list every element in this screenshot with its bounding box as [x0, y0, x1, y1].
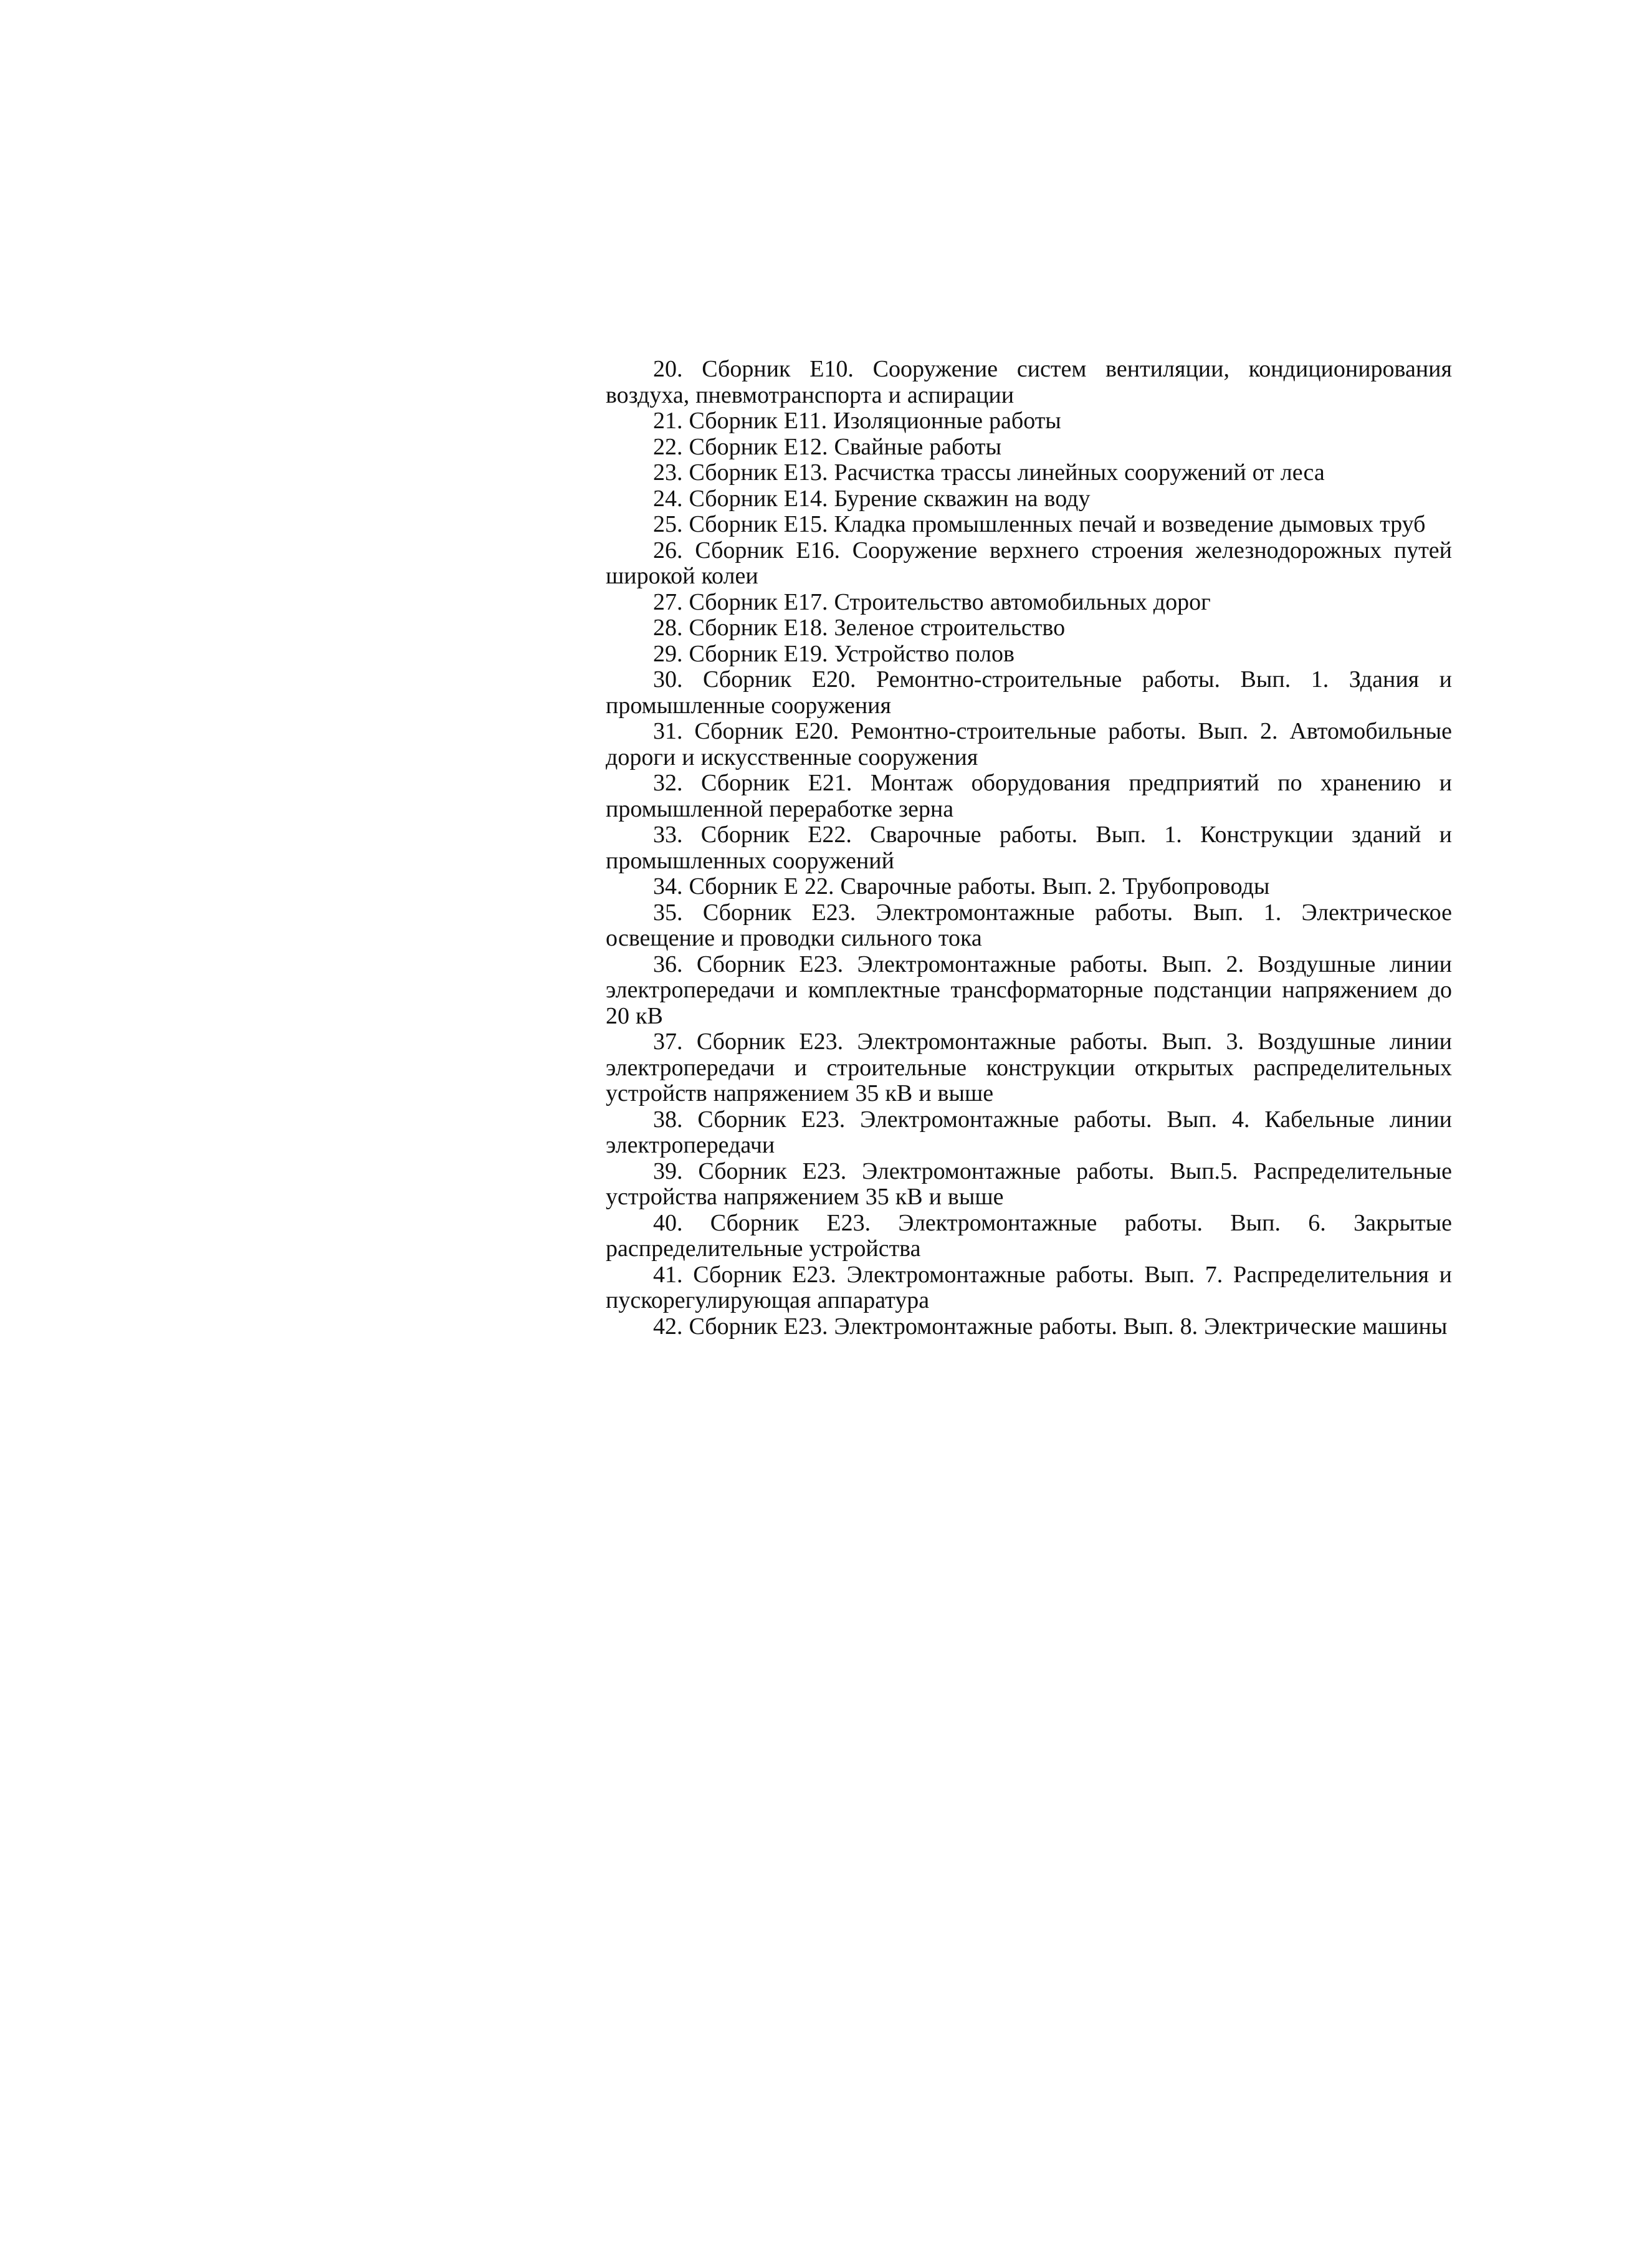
list-item: 37. Сборник Е23. Электромонтажные работы. Вып. 3. Воздушные линии электропередачи и строительные конструкции открытых распределительных устройств напряжением 35 кВ и выше — [606, 1029, 1452, 1106]
list-item: 40. Сборник Е23. Электромонтажные работы. Вып. 6. Закрытые распределительные устройства — [606, 1209, 1452, 1262]
list-item: 36. Сборник Е23. Электромонтажные работы. Вып. 2. Воздушные линии электропередачи и комплектные трансформаторные подстанции напряжением до 20 кВ — [606, 951, 1452, 1029]
list-item: 26. Сборник Е16. Сооружение верхнего строения железнодорожных путей широкой колеи — [606, 537, 1452, 589]
list-item: 20. Сборник Е10. Сооружение систем вентиляции, кондиционирования воздуха, пневмотранспорта и аспирации — [606, 356, 1452, 408]
list-item: 24. Сборник Е14. Бурение скважин на воду — [653, 485, 1091, 512]
list-item: 39. Сборник Е23. Электромонтажные работы. Вып.5. Распределительные устройства напряжением 35 кВ и выше — [606, 1158, 1452, 1210]
list-item: 21. Сборник Е11. Изоляционные работы — [653, 408, 1061, 434]
list-item: 25. Сборник Е15. Кладка промышленных печай и возведение дымовых труб — [653, 511, 1426, 537]
list-item: 38. Сборник Е23. Электромонтажные работы. Вып. 4. Кабельные линии электропередачи — [606, 1106, 1452, 1158]
list-item: 29. Сборник Е19. Устройство полов — [653, 640, 1015, 667]
list-item: 34. Сборник Е 22. Сварочные работы. Вып. 2. Трубопроводы — [653, 873, 1270, 899]
list-item: 33. Сборник Е22. Сварочные работы. Вып. 1. Конструкции зданий и промышленных сооружений — [606, 822, 1452, 874]
list-item: 41. Сборник Е23. Электромонтажные работы. Вып. 7. Распределительния и пускорегулирующая аппаратура — [606, 1261, 1452, 1313]
list-item: 31. Сборник Е20. Ремонтно-строительные работы. Вып. 2. Автомобильные дороги и искусственные сооружения — [606, 718, 1452, 770]
list-item: 35. Сборник Е23. Электромонтажные работы. Вып. 1. Электрическое освещение и проводки сильного тока — [606, 899, 1452, 951]
list-item: 28. Сборник Е18. Зеленое строительство — [653, 615, 1066, 641]
list-item: 32. Сборник Е21. Монтаж оборудования предприятий по хранению и промышленной переработке зерна — [606, 770, 1452, 822]
list-item: 42. Сборник Е23. Электромонтажные работы. Вып. 8. Электрические машины — [653, 1313, 1448, 1340]
reference-list — [606, 357, 1452, 1340]
list-item: 23. Сборник Е13. Расчистка трассы линейных сооружений от леса — [653, 459, 1325, 486]
list-item: 22. Сборник Е12. Свайные работы — [653, 433, 1002, 460]
list-item: 30. Сборник Е20. Ремонтно-строительные работы. Вып. 1. Здания и промышленные сооружения — [606, 666, 1452, 719]
list-item: 27. Сборник Е17. Строительство автомобильных дорог — [653, 588, 1211, 615]
